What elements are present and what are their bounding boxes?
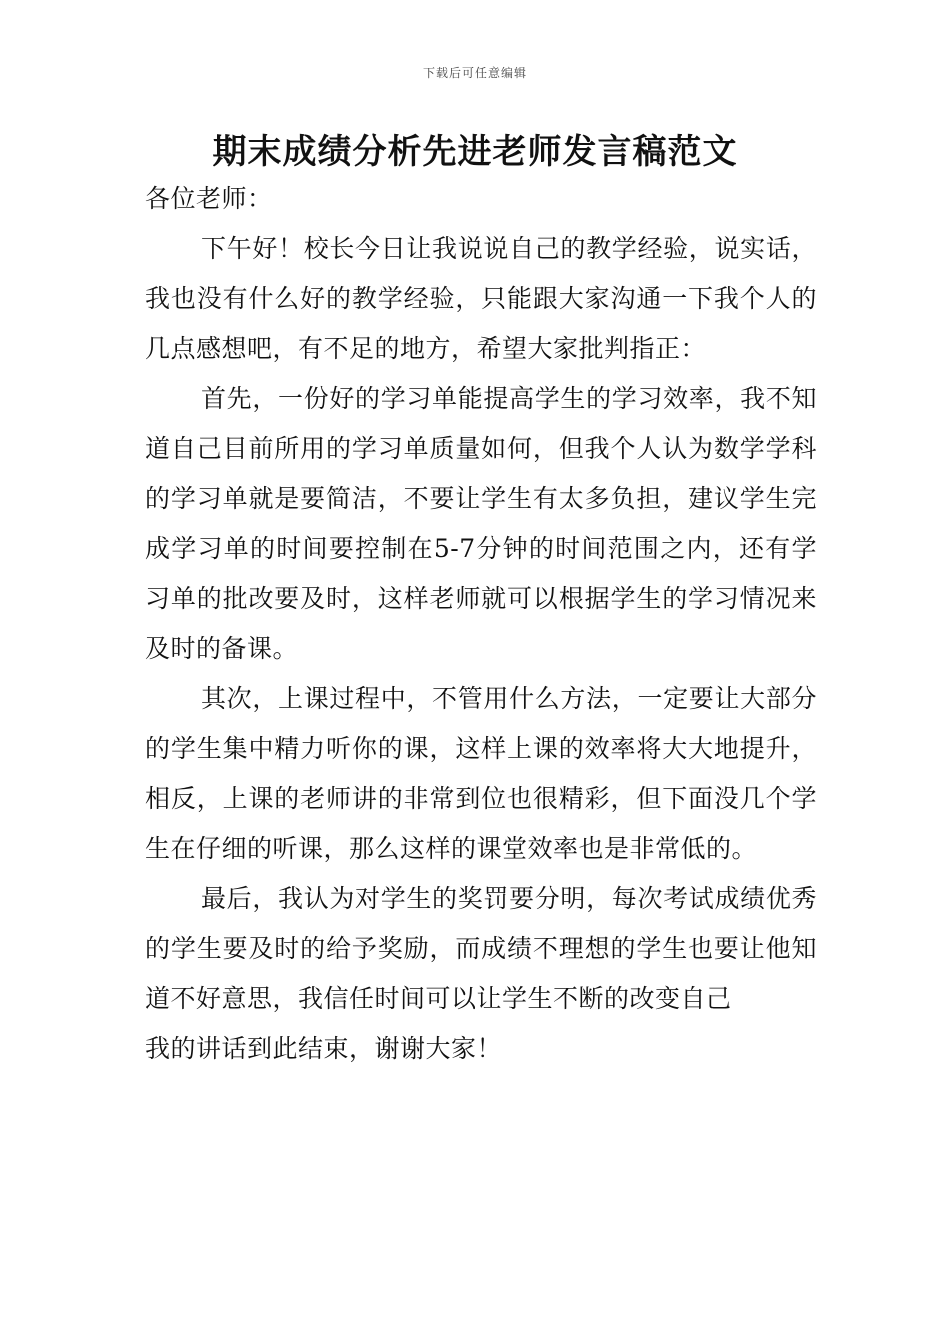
header-note: 下载后可任意编辑 bbox=[422, 66, 527, 80]
paragraph-greeting: 下午好！校长今日让我说说自己的教学经验，说实话，我也没有什么好的教学经验，只能跟大家沟通一下我个人的几点感想吧，有不足的地方，希望大家批判指正： bbox=[145, 234, 817, 363]
salutation: 各位老师： bbox=[145, 184, 273, 213]
paragraph-first-point: 首先，一份好的学习单能提高学生的学习效率，我不知道自己目前所用的学习单质量如何，但我个人认为数学学科的学习单就是要简洁，不要让学生有太多负担，建议学生完成学习单的时间要控制在5-7分钟的时间范围之内，还有学习单的批改要及时，这样老师就可以根据学生的学习情况来及时的备课。 bbox=[145, 384, 817, 663]
closing-line: 我的讲话到此结束，谢谢大家！ bbox=[145, 1034, 503, 1063]
paragraph-third-point: 最后，我认为对学生的奖罚要分明，每次考试成绩优秀的学生要及时的给予奖励，而成绩不理想的学生也要让他知道不好意思，我信任时间可以让学生不断的改变自己 bbox=[145, 884, 817, 1013]
document-title: 期末成绩分析先进老师发言稿范文 bbox=[212, 132, 738, 172]
paragraph-second-point: 其次，上课过程中，不管用什么方法，一定要让大部分的学生集中精力听你的课，这样上课的效率将大大地提升，相反，上课的老师讲的非常到位也很精彩，但下面没几个学生在仔细的听课，那么这样的课堂效率也是非常低的。 bbox=[145, 684, 817, 863]
document-body bbox=[145, 174, 817, 1074]
